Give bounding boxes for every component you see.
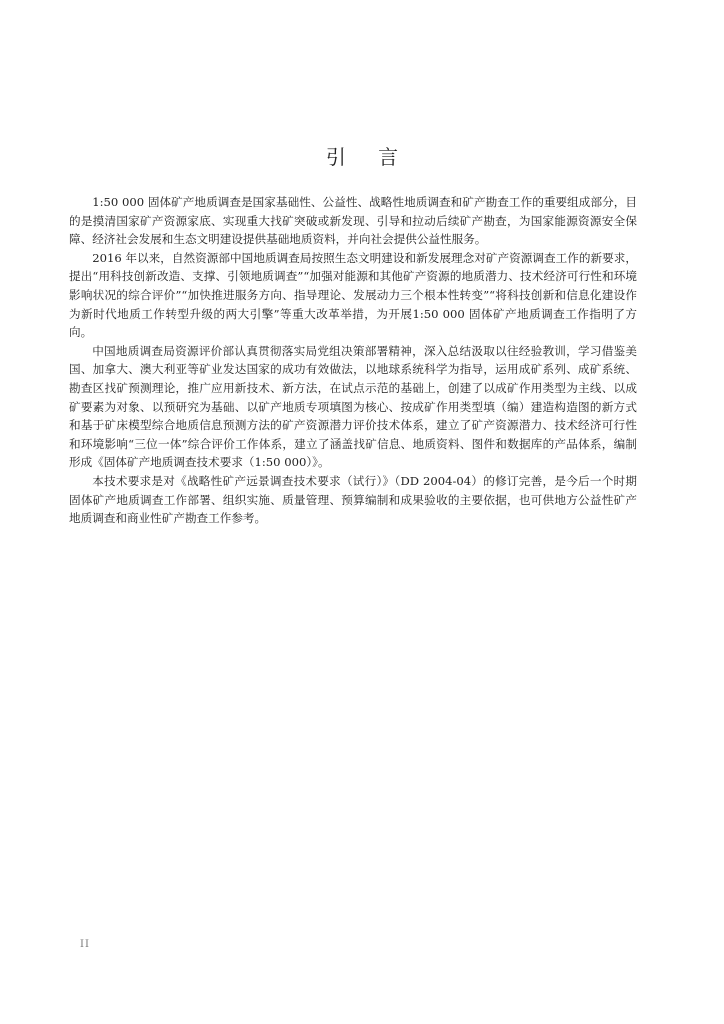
paragraph-1: 1:50 000 固体矿产地质调查是国家基础性、公益性、战略性地质调查和矿产勘查工作的重要组成部分，目的是摸清国家矿产资源家底、实现重大找矿突破或新发现、引导和拉动后续矿产勘查，为国家能源资源安全保障、经济社会发展和生态文明建设提供基础地质资料，并向社会提供公益性服务。 <box>69 195 637 247</box>
page-title: 引 言 <box>325 145 412 169</box>
paragraph-4: 本技术要求是对《战略性矿产远景调查技术要求（试行）》（DD 2004-04）的修订完善，是今后一个时期固体矿产地质调查工作部署、组织实施、质量管理、预算编制和成果验收的主要依据，也可供地方公益性矿产地质调查和商业性矿产勘查工作参考。 <box>69 473 637 526</box>
paragraph-2: 2016 年以来，自然资源部中国地质调查局按照生态文明建设和新发展理念对矿产资源调查工作的新要求，提出“用科技创新改造、支撑、引领地质调查”“加强对能源和其他矿产资源的地质潜力、技术经济可行性和环境影响状况的综合评价”“加快推进服务方向、指导理论、发展动力三个根本性转变”“将科技创新和信息化建设作为新时代地质工作转型升级的两大引擎”等重大改革举措，为开展1:50 000 固体矿产地质调查工作指明了方向。 <box>69 250 637 340</box>
page-number: II <box>80 939 90 950</box>
document-body <box>69 193 637 528</box>
paragraph-3: 中国地质调查局资源评价部认真贯彻落实局党组决策部署精神，深入总结汲取以往经验教训，学习借鉴美国、加拿大、澳大利亚等矿业发达国家的成功有效做法，以地球系统科学为指导，运用成矿系列、成矿系统、勘查区找矿预测理论，推广应用新技术、新方法，在试点示范的基础上，创建了以成矿作用类型为主线、以成矿要素为对象、以预研究为基础、以矿产地质专项填图为核心、按成矿作用类型填（编）建造构造图的新方式和基于矿床模型综合地质信息预测方法的矿产资源潜力评价技术体系，建立了矿产资源潜力、技术经济可行性和环境影响“三位一体”综合评价工作体系，建立了涵盖找矿信息、地质资料、图件和数据库的产品体系，编制形成《固体矿产地质调查技术要求（1:50 000）》。 <box>69 343 637 470</box>
